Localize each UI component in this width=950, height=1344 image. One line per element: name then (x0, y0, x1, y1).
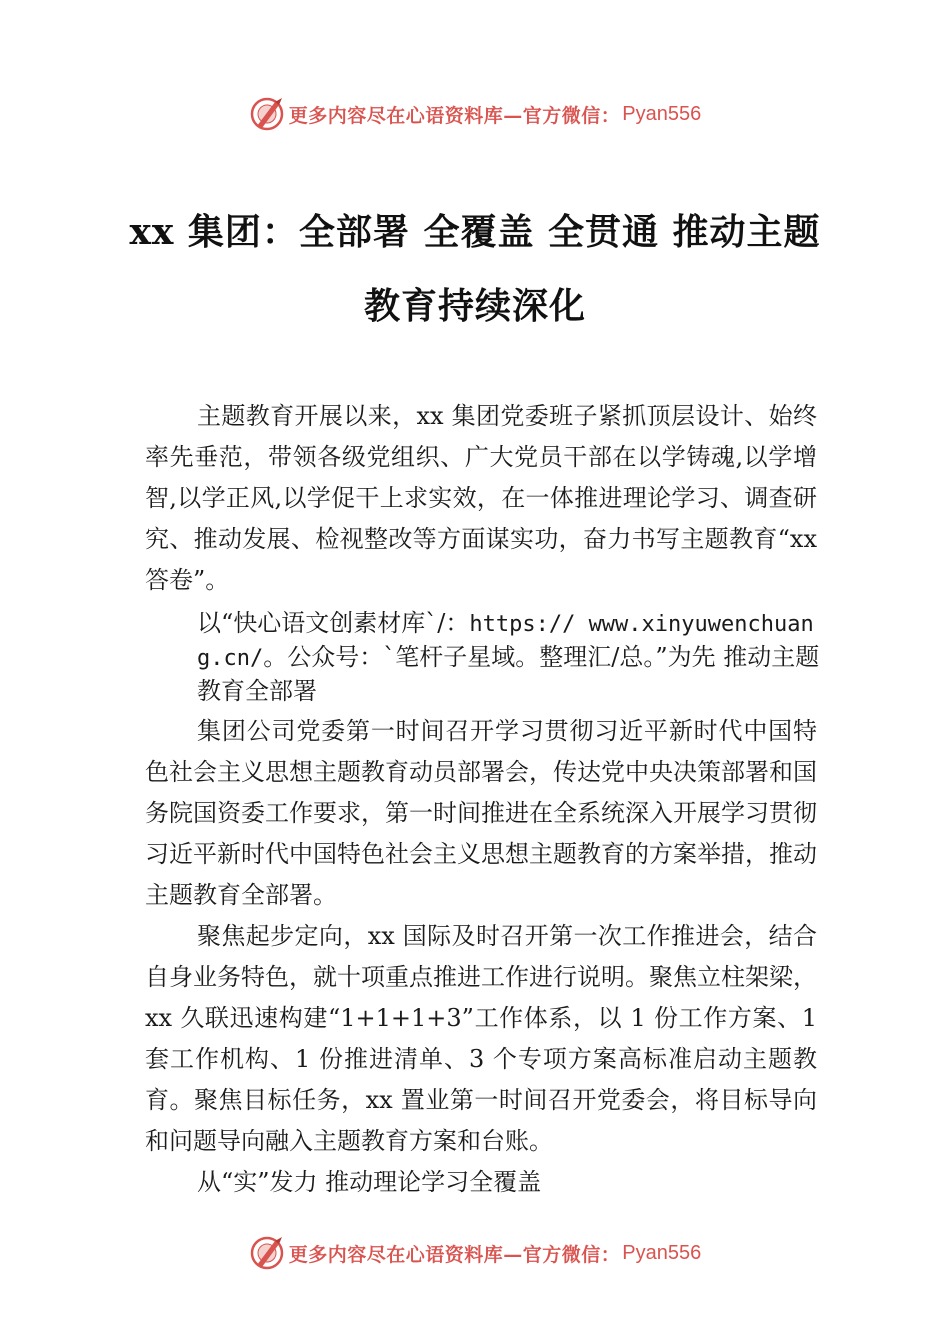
paragraph-source-note (197, 607, 821, 707)
watermark-text: 更多内容尽在心语资料库—官方微信： (288, 104, 621, 127)
watermark-wechat-id: Pyan556 (622, 1241, 702, 1264)
paragraph-section-heading: 从“实”发力 推动理论学习全覆盖 (197, 1168, 542, 1196)
watermark-header (0, 94, 950, 134)
document-title-line-2: 教育持续深化 (363, 285, 586, 327)
source-note-suffix: 。公众号：`笔杆子星域。整理汇/总。”为先 推动主题教育全部署 (197, 643, 820, 705)
document-title-line-1: xx 集团：全部署 全覆盖 全贯通 推动主题 (129, 211, 821, 253)
paragraph-deployment: 集团公司党委第一时间召开学习贯彻习近平新时代中国特色社会主义思想主题教育动员部署会，传达党中央决策部署和国务院国资委工作要求，第一时间推进在全系统深入开展学习贯彻习近平新时代中国特色社会主义思想主题教育的方案举措，推动主题教育全部署。 (145, 717, 817, 909)
source-note-url: https:// www.xinyuwenchuang.cn/ (197, 612, 814, 671)
quill-seal-icon (249, 1235, 285, 1271)
paragraph-focus: 聚焦起步定向，xx 国际及时召开第一次工作推进会，结合自身业务特色，就十项重点推进工作进行说明。聚焦立柱架梁，xx 久联迅速构建“1+1+1+3”工作体系，以 1 份工作方案、1 套工作机构、1 份推进清单、3 个专项方案高标准启动主题教育。聚焦目标任务，xx 置业第一时间召开党委会，将目标导向和问题导向融入主题教育方案和台账。 (145, 922, 817, 1155)
document-body (145, 396, 820, 1203)
paragraph-intro: 主题教育开展以来，xx 集团党委班子紧抓顶层设计、始终率先垂范，带领各级党组织、广大党员干部在以学铸魂,以学增智,以学正风,以学促干上求实效，在一体推进理论学习、调查研究、推动发展、检视整改等方面谋实功，奋力书写主题教育“xx 答卷”。 (145, 402, 817, 594)
watermark-text: 更多内容尽在心语资料库—官方微信： (288, 1243, 621, 1266)
quill-seal-icon (249, 96, 285, 132)
watermark-footer (0, 1233, 950, 1273)
watermark-wechat-id: Pyan556 (622, 102, 702, 125)
source-note-prefix: 以“快心语文创素材库`/： (197, 609, 470, 637)
